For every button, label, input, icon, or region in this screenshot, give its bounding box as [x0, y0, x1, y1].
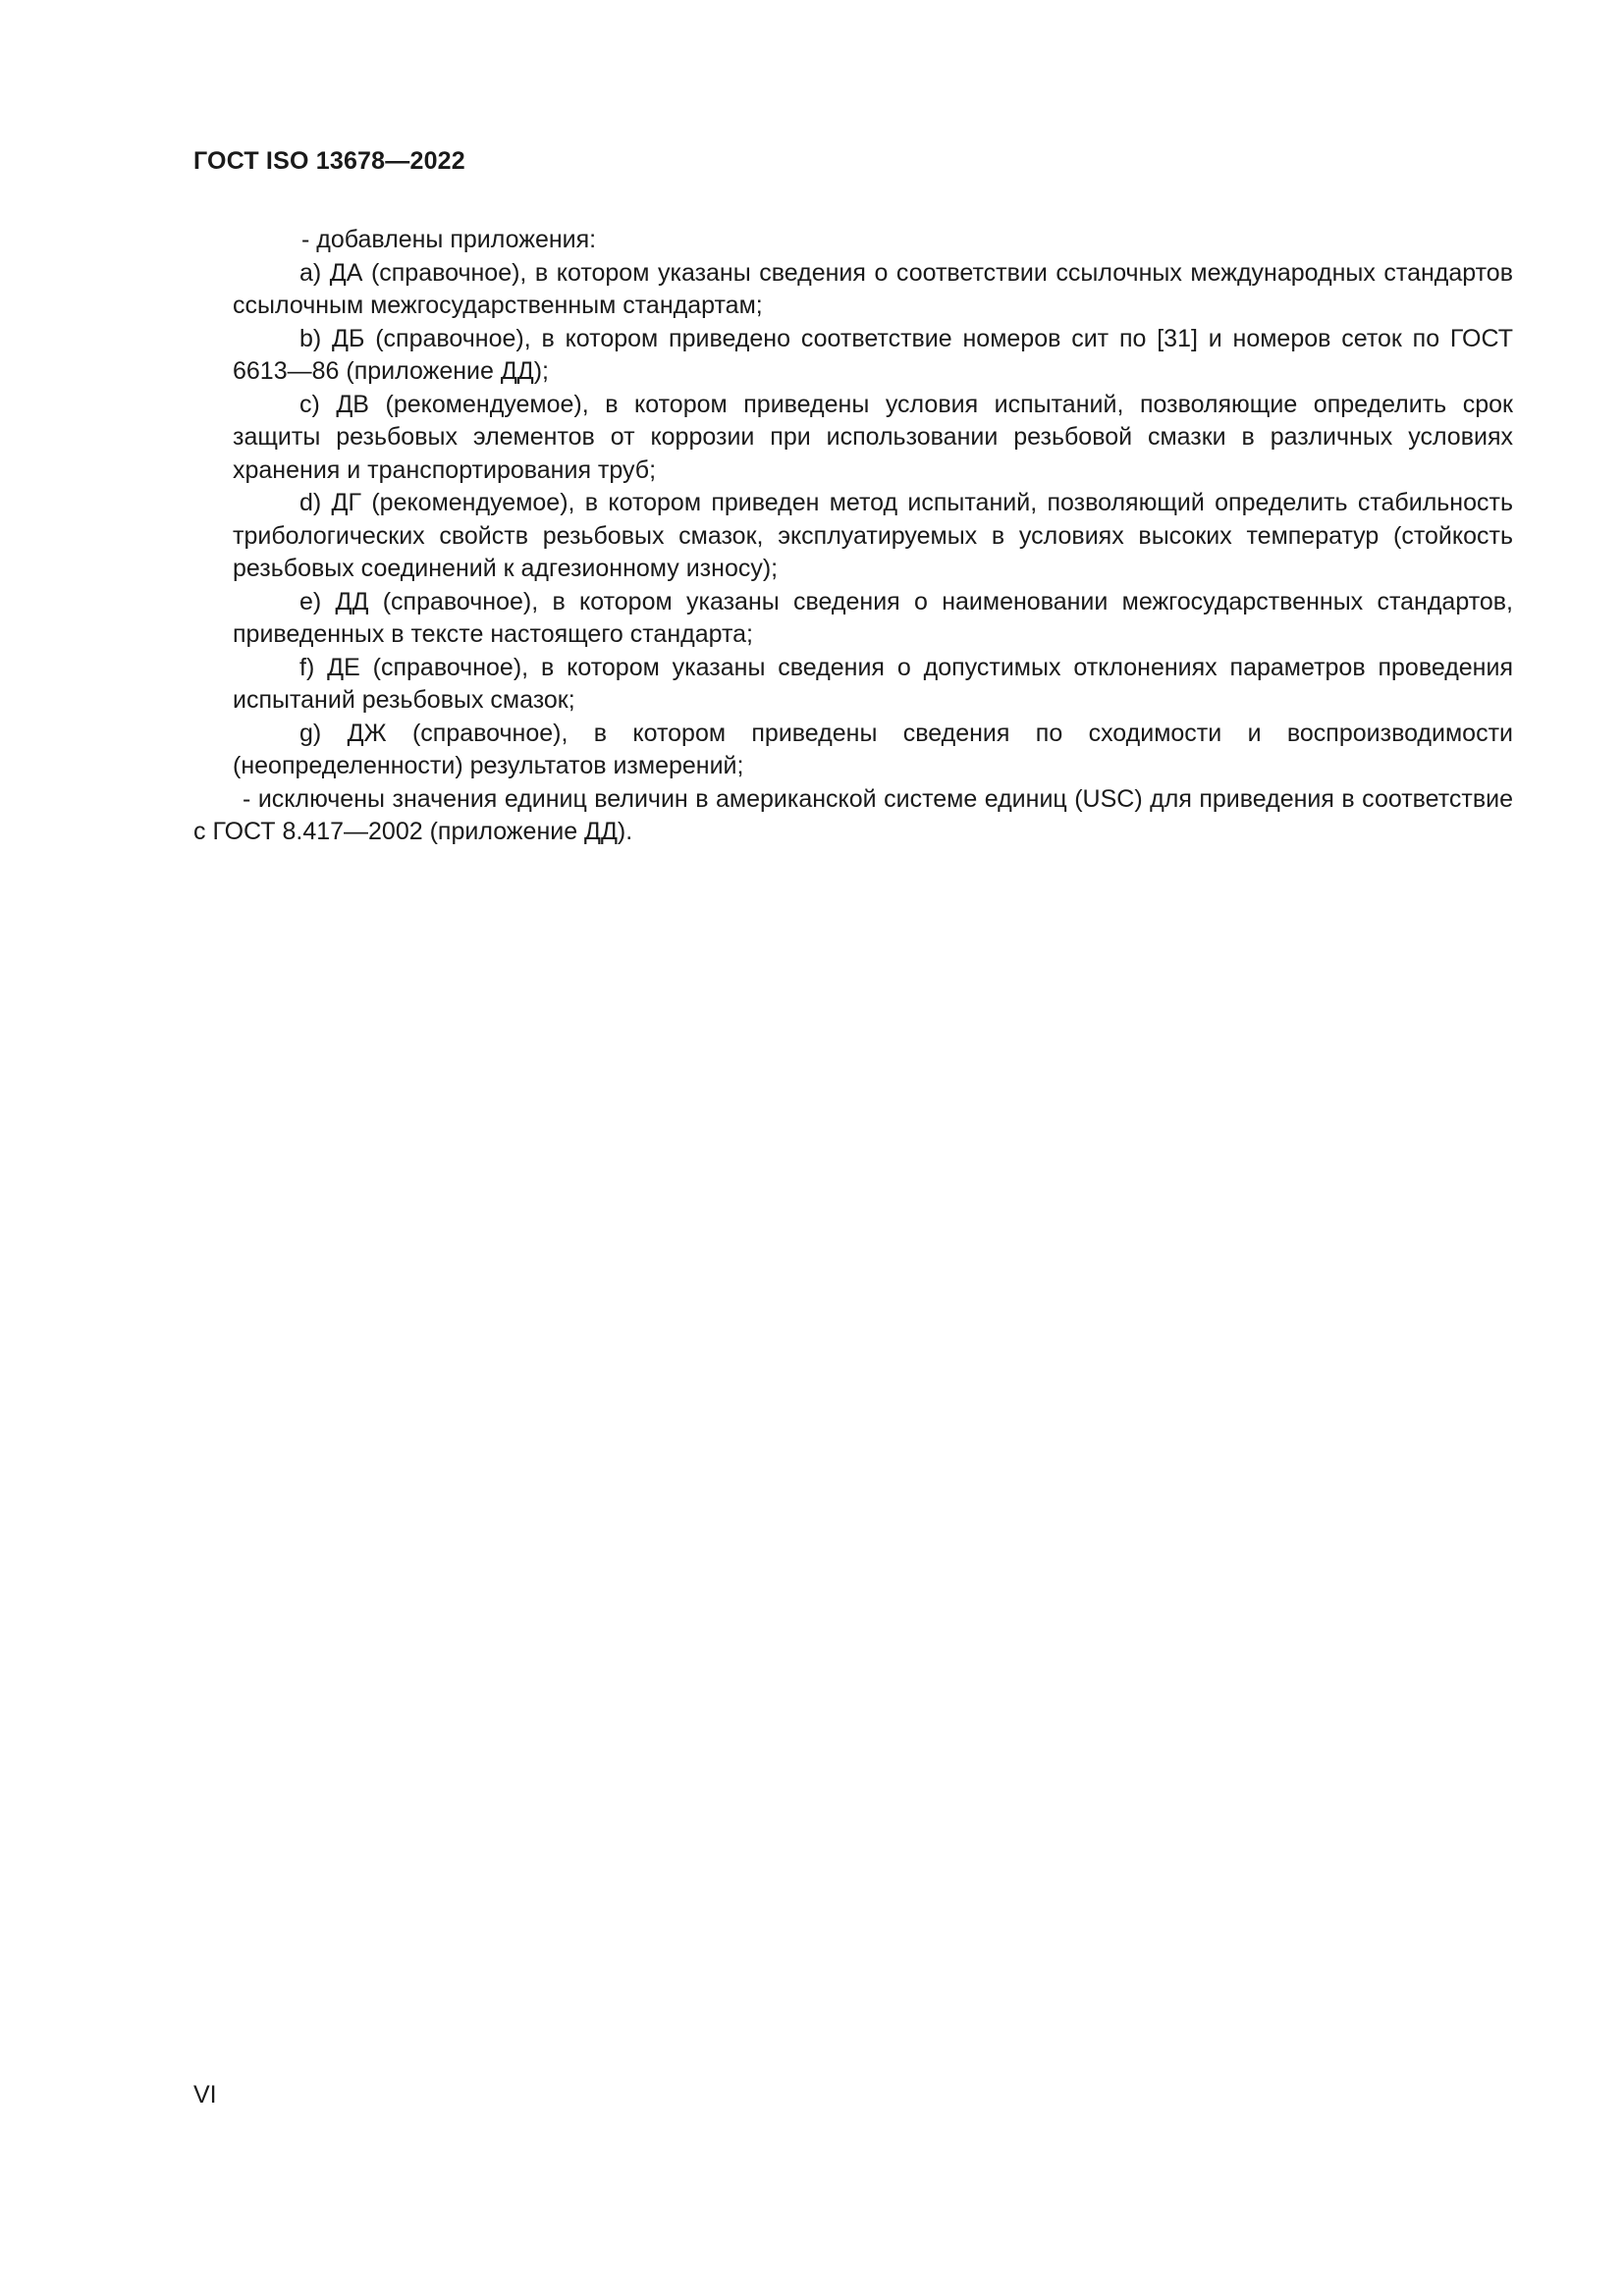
appendix-item-e: е) ДД (справочное), в котором указаны сведения о наименовании межгосударственных стандартов, приведенных в тексте настоящего стандарта;	[233, 587, 1513, 648]
appendix-item-b: b) ДБ (справочное), в котором приведено соответствие номеров сит по [31] и номеров сеток по ГОСТ 6613—86 (приложение ДД);	[233, 324, 1513, 385]
appendix-item-c: с) ДВ (рекомендуемое), в котором приведены условия испытаний, позволяющие определить срок защиты резьбовых элементов от коррозии при использовании резьбовой смазки в различных условиях хранения и транспортирования труб;	[233, 390, 1513, 484]
appendix-item-a: а) ДА (справочное), в котором указаны сведения о соответствии ссылочных международных стандартов ссылочным межгосударственным стандартам;	[233, 258, 1513, 319]
closing-paragraph: - исключены значения единиц величин в американской системе единиц (USC) для приведения в соответствие с ГОСТ 8.417—2002 (приложение ДД).	[193, 784, 1513, 845]
appendix-item-d: d) ДГ (рекомендуемое), в котором приведен метод испытаний, позволяющий определить стабильность трибологических свойств резьбовых смазок, эксплуатируемых в условиях высоких температур (стойкость резьбовых соединений к адгезионному износу);	[233, 489, 1513, 582]
document-body	[193, 224, 1513, 849]
appendix-item-f: f) ДЕ (справочное), в котором указаны сведения о допустимых отклонениях параметров проведения испытаний резьбовых смазок;	[233, 653, 1513, 714]
intro-paragraph: - добавлены приложения:	[301, 226, 597, 253]
appendix-item-g: g) ДЖ (справочное), в котором приведены сведения по сходимости и воспроизводимости (неопределенности) результатов измерений;	[233, 719, 1513, 779]
page-number: VI	[193, 2081, 217, 2109]
document-header: ГОСТ ISO 13678—2022	[193, 147, 465, 175]
